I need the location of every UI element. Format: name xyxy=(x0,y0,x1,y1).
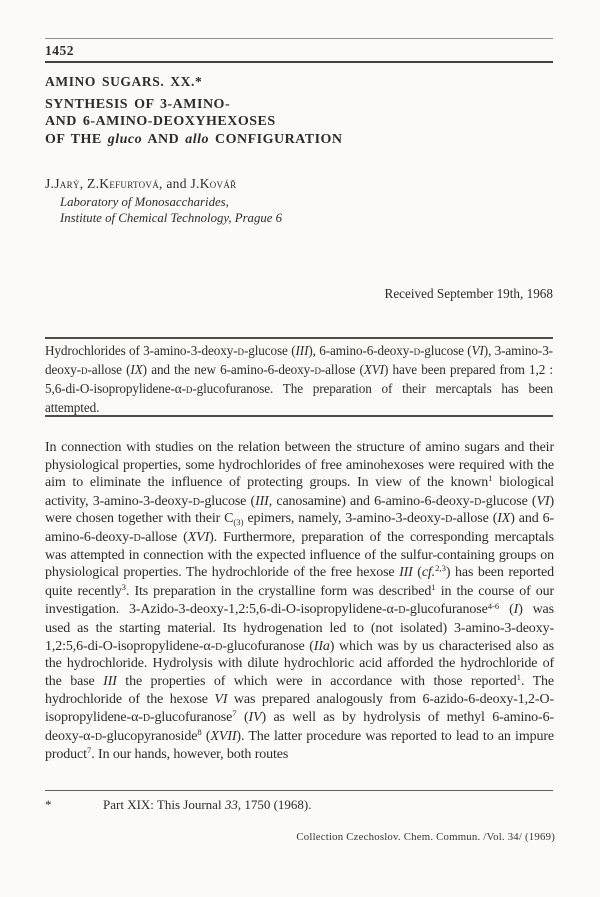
footnote-rule xyxy=(45,790,553,791)
body-paragraph: In connection with studies on the relation between the structure of amino sugars and their physiological properties, some hydrochlorides of free aminohexoses were required with the aim to eliminate the influence of protecting groups. In view of the known$^1$ biological activity, 3-amino-3-deoxy-d-glucose (III, canosamine) and 6-amino-6-deoxy-d-glucose (VI) were chosen together with their C(3) epimers, namely, 3-amino-3-deoxy-d-allose (IX) and 6-amino-6-deoxy-d-allose (XVI). Furthermore, preparation of the corresponding mercaptals was attempted in connection with the expected influence of the sulfur-containing groups on physiological properties. The hydrochloride of the free hexose III (cf.$^{2,3}$) has been reported quite recently$^3$. Its preparation in the crystalline form was described$^1$ in the course of our investigation. 3-Azido-3-deoxy-1,2:5,6-di-O-isopropylidene-α-d-glucofuranose$^{4-6}$ (I) was used as the starting material. Its hydrogenation led to (not isolated) 3-amino-3-deoxy-1,2:5,6-di-O-isopropylidene-α-d-glucofuranose (IIa) which was by us characterised also as the hydrochloride. Hydrolysis with dilute hydrochloric acid afforded the hydrochloride of the base III the properties of which were in accordance with those reported$^1$. The hydrochloride of the hexose VI was prepared analogously from 6-azido-6-deoxy-1,2-O-isopropylidene-α-d-glucofuranose$^7$ (IV) as well as by hydrolysis of methyl 6-amino-6-deoxy-α-d-glucopyranoside$^8$ (XVII). The latter procedure was reported to lead to an impure product$^7$. In our hands, however, both routes xyxy=(45,440,555,763)
header-rule-top xyxy=(45,38,553,39)
journal-footer: Collection Czechoslov. Chem. Commun. /Vol. 34/ (1969) xyxy=(296,831,555,843)
paper-title-line-3: OF THE gluco AND allo CONFIGURATION xyxy=(45,131,343,147)
affiliation xyxy=(60,195,282,226)
abstract-rule-bottom xyxy=(45,415,553,417)
footnote-marker: * xyxy=(45,797,52,812)
paper-title-line-1: SYNTHESIS OF 3-AMINO- xyxy=(45,97,231,112)
received-date: Received September 19th, 1968 xyxy=(384,286,553,301)
authors-line: J.Jarý, Z.Kefurtová, and J.Kovář xyxy=(45,176,237,191)
series-title: AMINO SUGARS. XX.* xyxy=(45,74,203,89)
abstract-text: Hydrochlorides of 3-amino-3-deoxy-d-glucose (III), 6-amino-6-deoxy-d-glucose (VI), 3-amino-3-deoxy-d-allose (IX) and the new 6-amino-6-deoxy-d-allose (XVI) have been prepared from 1,2 : 5,6-di-O-isopropylidene-α-d-glucofuranose. The preparation of their mercaptals has been attempted. xyxy=(45,343,553,415)
paper-title xyxy=(45,96,343,148)
paper-title-line-2: AND 6-AMINO-DEOXYHEXOSES xyxy=(45,114,276,130)
footnote xyxy=(45,797,311,813)
page-number: 1452 xyxy=(45,43,74,58)
header-rule-bottom xyxy=(45,61,553,63)
footnote-text: Part XIX: This Journal 33, 1750 (1968). xyxy=(103,797,312,812)
affiliation-line-1: Laboratory of Monosaccharides, xyxy=(60,195,229,209)
affiliation-line-2: Institute of Chemical Technology, Prague 6 xyxy=(60,210,283,225)
abstract-rule-top xyxy=(45,337,553,339)
